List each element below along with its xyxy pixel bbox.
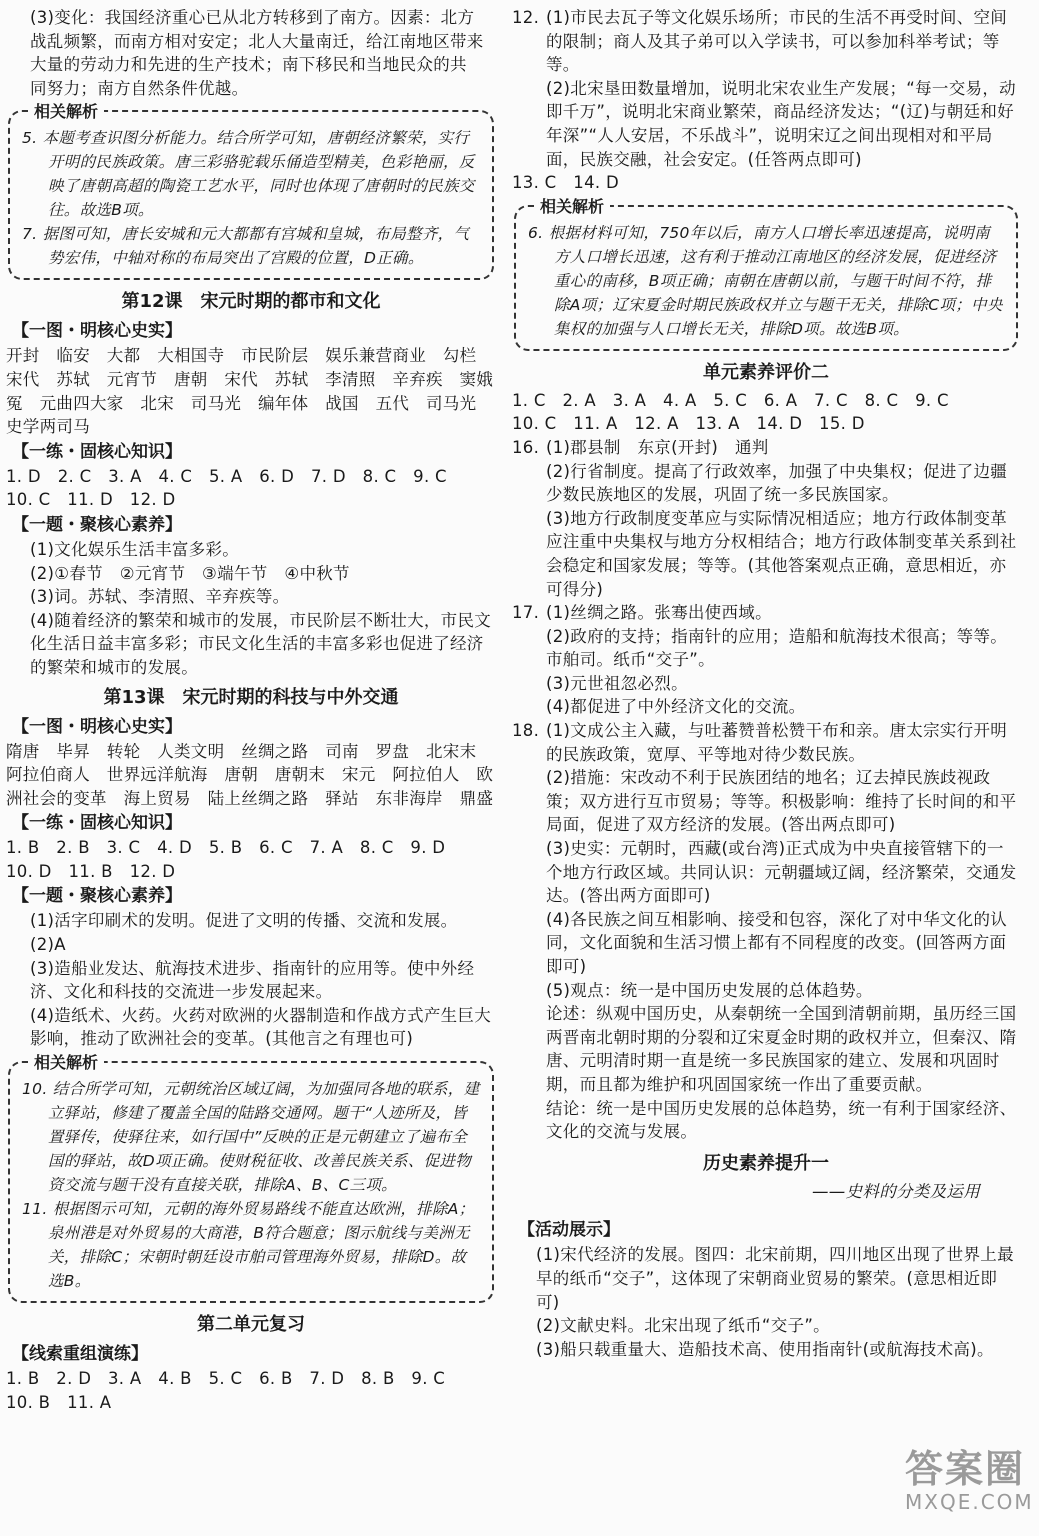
answer-line: (3)船只载重量大、造船技术高、使用指南针(或航海技术高)。 [536,1339,994,1359]
answer-line: (4)造纸术、火药。火药对欧洲的火器制造和作战方式产生巨大影响，推动了欧洲社会的变革。(其他言之有理也可) [30,1005,492,1049]
answer-part: (4)都促进了中外经济文化的交流。 [546,697,806,717]
right-column [512,6,1020,1361]
answer-line: 10. C 11. A 12. A 13. A 14. D 15. D [512,414,865,434]
analysis-item: 7. 据图可知，唐长安城和元大都都有宫城和皇城，布局整齐，气势宏伟，中轴对称的布局突出了宫殿的位置，D正确。 [22,225,470,268]
section-heading: 【活动展示】 [518,1220,620,1241]
text-line: 大量的劳动力和先进的生产技术；南下移民和当地民众的共 [30,55,467,75]
question-number: 16. [512,437,540,457]
answer-line: 1. B 2. B 3. C 4. D 5. B 6. C 7. A 8. C 9. D [6,838,446,858]
answer-line: (4)随着经济的繁荣和城市的发展，市民阶层不断壮大，市民文化生活日益丰富多彩；市民文化生活的丰富多彩也促进了经济的繁荣和城市的发展。 [30,610,492,677]
section-heading: 【一图・明核心史实】 [12,716,182,737]
analysis-box [514,196,1018,351]
analysis-item: 6. 根据材料可知，750年以后，南方人口增长率迅速提高，说明南方人口增长迅速，这有利于推动江南地区的经济发展，促进经济重心的南移，B项正确；南朝在唐朝以前，与题干时间不符，排除A项；辽宋夏金时期民族政权并立与题干无关，排除C项；中央集权的加强与人口增长无关，排除D项。故选B项。 [528,223,1003,338]
watermark-main-text: 答案圈 [905,1447,1026,1491]
keyword-text: 开封 临安 大都 大相国寺 市民阶层 娱乐兼营商业 勾栏 宋代 苏轼 元宵节 唐朝 宋代 苏轼 李清照 辛弃疾 窦娥冤 元曲四大家 北宋 司马光 编年体 战国 五代 司马光 史学两司马 [6,346,494,437]
question-17 [512,601,1020,719]
section-heading: 【一题・聚核心素养】 [12,514,182,535]
answer-line: 10. D 11. B 12. D [6,861,176,881]
answer-line: (1)宋代经济的发展。图四：北宋前期，四川地区出现了世界上最早的纸币“交子”，这体现了宋朝商业贸易的繁荣。(意思相近即可) [536,1245,1014,1312]
analysis-box-title: 相关解析 [534,194,610,217]
answer-line: (3)词。苏轼、李清照、辛弃疾等。 [30,587,290,607]
answer-part: (1)市民去瓦子等文化娱乐场所；市民的生活不再受时间、空间的限制；商人及其子弟可以入学读书，可以参加科举考试；等等。 [546,8,1008,75]
question-number: 18. [512,721,540,741]
question-12 [512,6,1020,171]
lesson-title: 第12课 宋元时期的都市和文化 [121,291,381,313]
left-column [6,6,496,1414]
answer-part: (2)措施：宋改动不利于民族团结的地名；辽去掉民族歧视政策；双方进行互市贸易；等等。积极影响：维持了长时间的和平局面，促进了双方经济的发展。(答出两点即可) [546,768,1017,835]
keyword-text: 隋唐 毕昇 转轮 人类文明 丝绸之路 司南 罗盘 北宋末 阿拉伯商人 世界远洋航海 唐朝 唐朝末 宋元 阿拉伯人 欧洲社会的变革 海上贸易 陆上丝绸之路 驿站 东非海岸 鼎盛 [6,741,494,808]
answer-line: (3)造船业发达、航海技术进步、指南针的应用等。使中外经济、文化和科技的交流进一步发展起来。 [30,958,475,1002]
answer-part: 论述：纵观中国历史，从秦朝统一全国到清朝前期，虽历经三国两晋南北朝时期的分裂和辽宋夏金时期的政权并立，但秦汉、隋唐、元明清时期一直是统一多民族国家的建立、发展和巩固时期，而且都为维护和巩固国家统一作出了重要贡献。 [546,1004,1017,1094]
answer-line: (1)文化娱乐生活丰富多彩。 [30,539,240,559]
text-line: 同努力；南方自然条件优越。 [30,78,249,98]
section-heading: 【一练・固核心知识】 [12,441,182,462]
answer-part: (3)地方行政制度变革应与实际情况相适应；地方行政体制变革应注重中央集权与地方分权相结合；地方行政体制变革关系到社会稳定和国家发展；等等。(其他答案观点正确，意思相近，亦可得分) [546,508,1017,599]
watermark-logo [905,1447,1034,1522]
question-16 [512,436,1020,601]
answer-part: (5)观点：统一是中国历史发展的总体趋势。 [546,980,873,1000]
answer-part: (3)元世祖忽必烈。 [546,673,688,693]
answer-line: (2)A [30,935,66,955]
question-number: 12. [512,8,540,27]
section-heading: 【一题・聚核心素养】 [12,886,182,907]
analysis-box-title: 相关解析 [28,1050,104,1073]
answer-part: (3)史实：元朝时，西藏(或台湾)正式成为中央直接管辖下的一个地方行政区域。共同认识：元朝疆域辽阔，经济繁荣，交通发达。(答出两方面即可) [546,839,1017,906]
answer-line: 1. C 2. A 3. A 4. A 5. C 6. A 7. C 8. C 9. C [512,390,949,410]
answer-part: (2)政府的支持；指南针的应用；造船和航海技术很高；等等。市舶司。纸币“交子”。 [546,626,1008,670]
analysis-box-title: 相关解析 [28,99,104,122]
text-line: (3)变化：我国经济重心已从北方转移到了南方。因素：北方 [30,8,475,27]
section-heading: 【线索重组演练】 [12,1344,148,1365]
answer-part: 结论：统一是中国历史发展的总体趋势，统一有利于国家经济、文化的交流与发展。 [546,1098,1017,1142]
analysis-item: 11. 根据图示可知，元朝的海外贸易路线不能直达欧洲，排除A；泉州港是对外贸易的大商港，B符合题意；图示航线与美洲无关，排除C；宋朝时朝廷设市舶司管理海外贸易，排除D。故选B。 [22,1200,475,1291]
promote-title: 历史素养提升一 [703,1152,829,1174]
answer-line: (1)活字印刷术的发明。促进了文明的传播、交流和发展。 [30,911,458,931]
analysis-item: 10. 结合所学可知，元朝统治区域辽阔，为加强同各地的联系，建立驿站，修建了覆盖全国的陆路交通网。题干“人迹所及，皆置驿传，使驿往来，如行国中”反映的正是元朝建立了遍布全国的驿站，故D项正确。使财税征收、改善民族关系、促进物资交流与题干没有直接关联，排除A、B、C三项。 [22,1080,480,1195]
section-heading: 【一练・固核心知识】 [12,813,182,834]
answer-line: 13. C 14. D [512,173,619,193]
analysis-box [8,1053,494,1303]
answer-part: (2)行省制度。提高了行政效率，加强了中央集权；促进了边疆少数民族地区的发展，巩固了统一多民族国家。 [546,461,1008,505]
review-title: 第二单元复习 [197,1314,305,1336]
answer-part: (4)各民族之间互相影响、接受和包容，深化了对中华文化的认同，文化面貌和生活习惯上都有不同程度的改变。(回答两方面即可) [546,909,1008,976]
analysis-item: 5. 本题考查识图分析能力。结合所学可知，唐朝经济繁荣，实行开明的民族政策。唐三彩骆驼载乐俑造型精美，色彩艳丽，反映了唐朝高超的陶瓷工艺水平，同时也体现了唐朝时的民族交往。故选B项。 [22,129,475,220]
answer-part: (2)北宋垦田数量增加，说明北宋农业生产发展；“每一交易，动即千万”，说明北宋商业繁荣，商品经济发达；“(辽)与朝廷和好年深”“人人安居，不乐战斗”，说明宋辽之间出现相对和平局面，民族交融，社会安定。(任答两点即可) [546,78,1016,169]
section-heading: 【一图・明核心史实】 [12,321,182,342]
unit-eval-title: 单元素养评价二 [703,361,829,383]
answer-part: (1)丝绸之路。张骞出使西域。 [546,603,772,623]
lesson-title: 第13课 宋元时期的科技与中外交通 [103,686,399,708]
promote-subtitle: ——史料的分类及运用 [812,1181,980,1201]
question-18 [512,719,1020,1144]
answer-line: (2)①春节 ②元宵节 ③端午节 ④中秋节 [30,563,350,583]
text-line: 战乱频繁，而南方相对安定；北人大量南迁，给江南地区带来 [30,31,484,51]
answer-line: 1. D 2. C 3. A 4. C 5. A 6. D 7. D 8. C 9. C [6,466,447,486]
answer-line: 1. B 2. D 3. A 4. B 5. C 6. B 7. D 8. B 9. C [6,1369,446,1389]
answer-part: (1)文成公主入藏，与吐蕃赞普松赞干布和亲。唐太宗实行开明的民族政策，宽厚、平等地对待少数民族。 [546,721,1008,764]
answer-part: (1)郡县制 东京(开封) 通判 [546,437,769,457]
answer-line: 10. B 11. A [6,1392,112,1412]
answer-line: 10. C 11. D 12. D [6,490,176,510]
intro-answer [6,6,496,100]
question-number: 17. [512,603,540,623]
answer-line: (2)文献史料。北宋出现了纸币“交子”。 [536,1316,830,1336]
analysis-box [8,102,494,280]
watermark-site-text: MXQE.COM [905,1490,1034,1514]
